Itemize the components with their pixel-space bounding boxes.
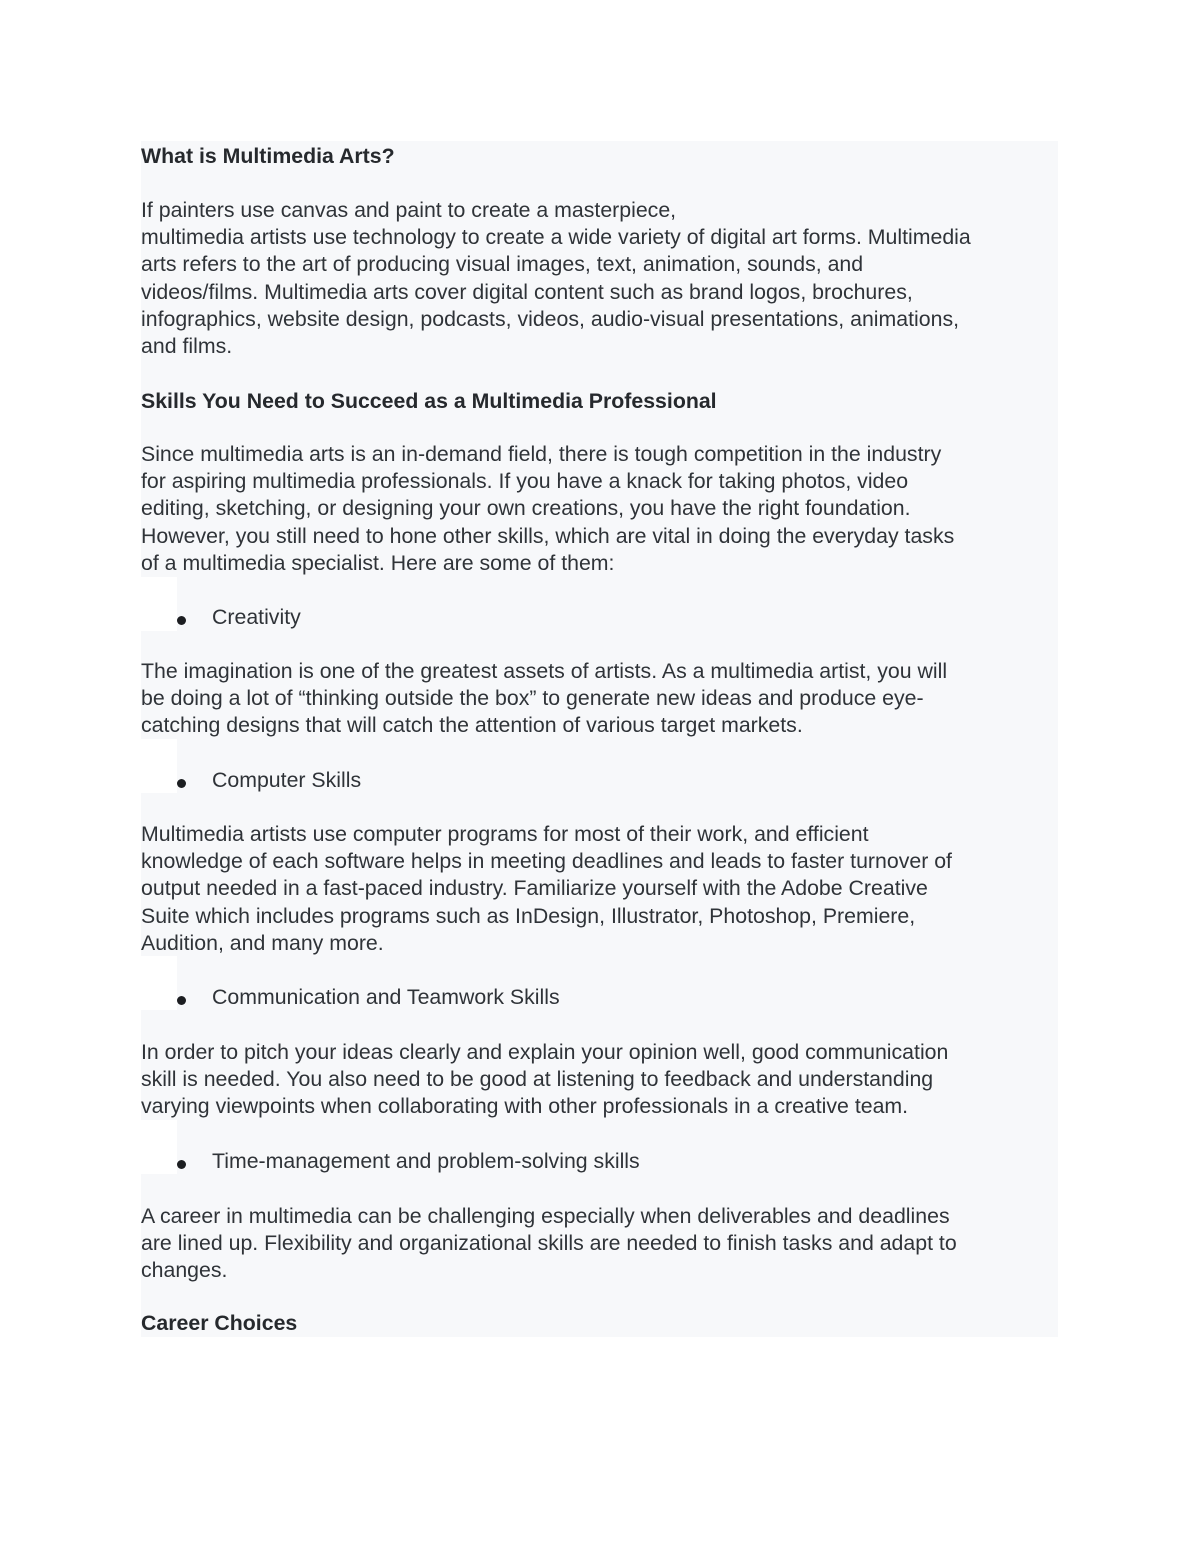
- creativity-line: The imagination is one of the greatest assets of artists. As a multimedia artist, you will: [141, 659, 948, 683]
- heading-career-choices: Career Choices: [141, 1311, 298, 1335]
- skills-intro-line: for aspiring multimedia professionals. If you have a knack for taking photos, video: [141, 469, 909, 494]
- computer-skills-line: Audition, and many more.: [141, 930, 384, 955]
- heading-skills: Skills You Need to Succeed as a Multimedia Professional: [141, 389, 717, 413]
- time-management-paragraph: [141, 1203, 957, 1285]
- document-body: [141, 141, 1058, 1337]
- skills-intro-line: However, you still need to hone other skills, which are vital in doing the everyday tasks: [141, 523, 955, 548]
- communication-line: varying viewpoints when collaborating with other professionals in a creative team.: [141, 1094, 909, 1119]
- intro-line: infographics, website design, podcasts, videos, audio-visual presentations, animations,: [141, 306, 960, 331]
- creativity-line: be doing a lot of “thinking outside the box” to generate new ideas and produce eye-: [141, 686, 924, 711]
- intro-line: multimedia artists use technology to create a wide variety of digital art forms. Multimedia: [141, 225, 971, 250]
- skills-intro-paragraph: [141, 441, 954, 577]
- communication-line: In order to pitch your ideas clearly and explain your opinion well, good communication: [141, 1040, 949, 1064]
- bullet-dot-icon: [177, 1160, 186, 1169]
- computer-skills-paragraph: [141, 821, 952, 957]
- intro-line: videos/films. Multimedia arts cover digital content such as brand logos, brochures,: [141, 279, 913, 304]
- bullet-label: Time-management and problem-solving skills: [212, 1149, 640, 1173]
- computer-skills-line: Multimedia artists use computer programs for most of their work, and efficient: [141, 822, 869, 846]
- bullet-item-computer-skills: [141, 767, 701, 821]
- skills-intro-line: editing, sketching, or designing your own creations, you have the right foundation.: [141, 496, 911, 521]
- intro-line: and films.: [141, 334, 233, 359]
- bullet-label: Communication and Teamwork Skills: [212, 985, 560, 1009]
- bullet-item-creativity: [141, 604, 701, 658]
- bullet-dot-icon: [177, 616, 186, 625]
- time-management-line: changes.: [141, 1258, 228, 1283]
- creativity-line: catching designs that will catch the attention of various target markets.: [141, 713, 803, 738]
- heading-what-is-multimedia-arts: What is Multimedia Arts?: [141, 144, 395, 168]
- skills-intro-line: Since multimedia arts is an in-demand field, there is tough competition in the industry: [141, 442, 942, 466]
- time-management-line: are lined up. Flexibility and organizational skills are needed to finish tasks and adapt to: [141, 1231, 957, 1256]
- skills-intro-line: of a multimedia specialist. Here are some of them:: [141, 550, 615, 575]
- communication-line: skill is needed. You also need to be good at listening to feedback and understanding: [141, 1067, 934, 1092]
- computer-skills-line: output needed in a fast-paced industry. Familiarize yourself with the Adobe Creative: [141, 876, 928, 901]
- computer-skills-line: Suite which includes programs such as InDesign, Illustrator, Photoshop, Premiere,: [141, 903, 916, 928]
- bullet-label: Computer Skills: [212, 768, 362, 792]
- time-management-line: A career in multimedia can be challenging especially when deliverables and deadlines: [141, 1204, 950, 1228]
- creativity-paragraph: [141, 658, 947, 740]
- bullet-dot-icon: [177, 779, 186, 788]
- communication-paragraph: [141, 1039, 948, 1121]
- intro-paragraph: [141, 197, 971, 360]
- bullet-item-communication: [141, 984, 701, 1038]
- intro-line: arts refers to the art of producing visual images, text, animation, sounds, and: [141, 252, 864, 277]
- computer-skills-line: knowledge of each software helps in meeting deadlines and leads to faster turnover of: [141, 849, 952, 874]
- bullet-dot-icon: [177, 996, 186, 1005]
- bullet-label: Creativity: [212, 605, 301, 629]
- bullet-item-time-management: [141, 1148, 701, 1202]
- intro-line: If painters use canvas and paint to create a masterpiece,: [141, 198, 677, 222]
